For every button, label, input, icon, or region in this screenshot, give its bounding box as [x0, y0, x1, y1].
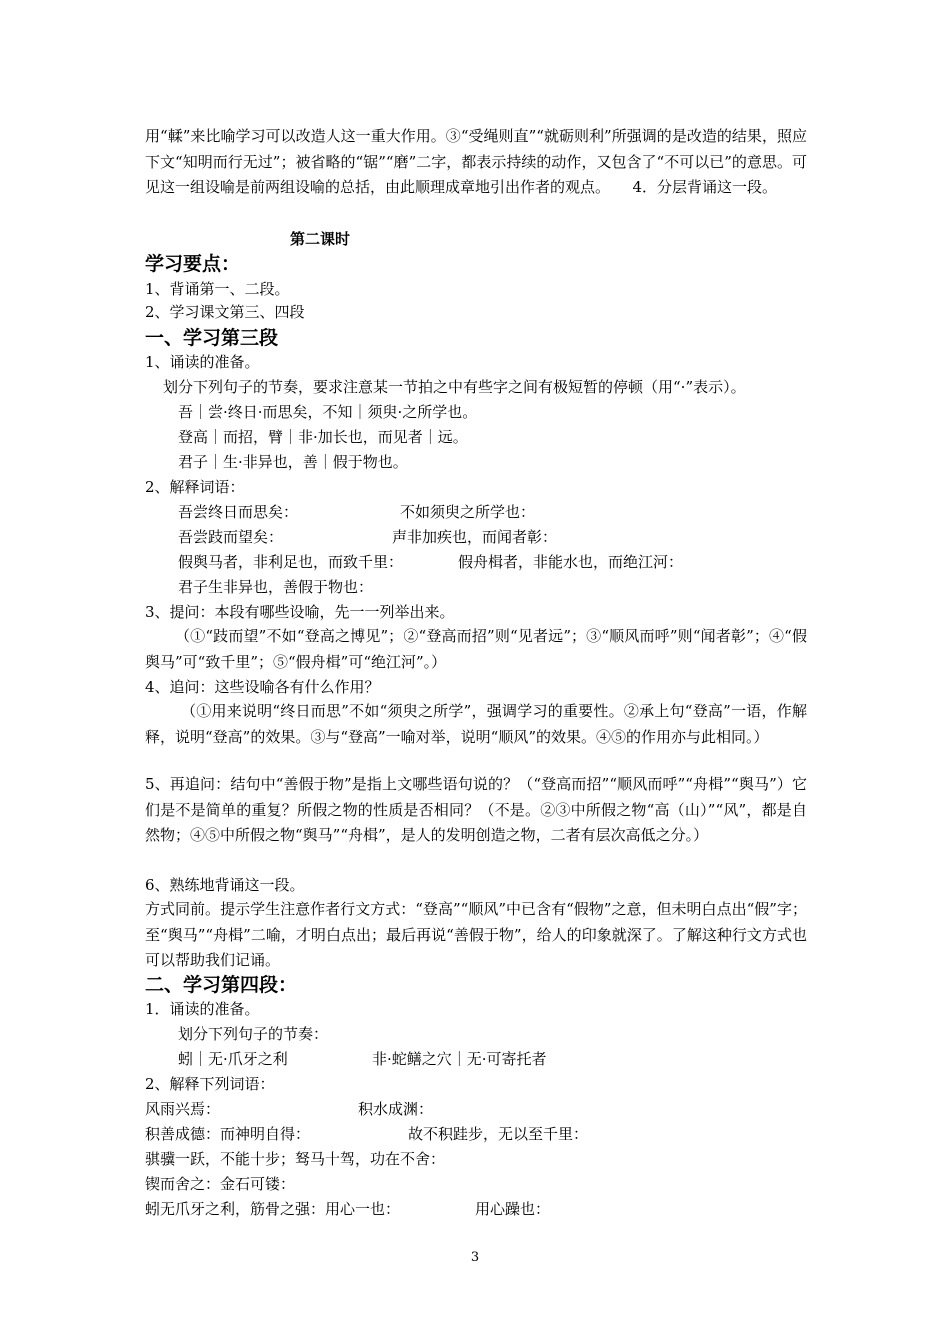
vocab-item: 骐骥一跃，不能十步；驽马十驾，功在不舍：: [145, 1150, 446, 1168]
vocab-item: 假舆马者，非利足也，而致千里：: [178, 553, 404, 571]
key-point-item: 1、背诵第一、二段。: [145, 280, 290, 298]
section3-s3-answer: （①“跂而望”不如“登高之博见”；②“登高而招”则“见者远”；③“顺风而呼”则“闻者彰”；④“假舆马”可“致千里”；⑤“假舟楫”可“绝江河”。）: [145, 627, 807, 671]
intro-paragraph: 用“輮”来比喻学习可以改造人这一重大作用。③“受绳则直”“就砺则利”所强调的是改造的结果，照应下文“知明而行无过”；被省略的“锯”“磨”二字，都表示持续的动作，又包含了“不可以已”的意思。可见这一组设喻是前两组设喻的总括，由此顺理成章地引出作者的观点。 4．分层背诵这一段。: [145, 127, 807, 196]
vocab-item: 声非加疾也，而闻者彰：: [392, 528, 558, 546]
rhythm-line: 登高｜而招，臂｜非·加长也，而见者｜远。: [178, 428, 468, 446]
vocab-item: 假舟楫者，非能水也，而绝江河：: [458, 553, 684, 571]
section4-s1-title: 1．诵读的准备。: [145, 1000, 260, 1018]
vocab-item: 不如须臾之所学也：: [400, 503, 536, 521]
section4-heading: 二、学习第四段：: [145, 974, 298, 996]
section3-s4-title: 4、追问：这些设喻各有什么作用？: [145, 678, 380, 696]
section3-heading: 一、学习第三段: [145, 327, 279, 349]
section3-s5-text: 5、再追问：结句中“善假于物”是指上文哪些语句说的？（“登高而招”“顺风而呼”“舟楫”“舆马”）它们是不是简单的重复？所假之物的性质是否相同？（不是。②③中所假之物“高（山）”“风”，都是自然物；④⑤中所假之物“舆马”“舟楫”，是人的发明创造之物，二者有层次高低之分。）: [145, 775, 807, 844]
vocab-item: 吾尝跂而望矣：: [178, 528, 284, 546]
page-number: 3: [470, 1250, 480, 1265]
section3-s1-title: 1、诵读的准备。: [145, 353, 260, 371]
vocab-item: 风雨兴焉：: [145, 1100, 221, 1118]
section3-s2-title: 2、解释词语：: [145, 478, 245, 496]
section3-s3-title: 3、提问：本段有哪些设喻，先一一列举出来。: [145, 603, 455, 621]
key-point-item: 2、学习课文第三、四段: [145, 303, 305, 321]
section3-s4-answer: （①用来说明“终日而思”不如“须臾之所学”，强调学习的重要性。②承上句“登高”一语，作解释，说明“登高”的效果。③与“登高”一喻对举，说明“顺风”的效果。④⑤的作用亦与此相同。）: [145, 702, 807, 746]
rhythm-line: 吾｜尝·终日·而思矣，不知｜须臾·之所学也。: [178, 403, 478, 421]
vocab-item: 积水成渊：: [358, 1100, 434, 1118]
key-points-heading: 学习要点：: [145, 253, 241, 275]
rhythm-line: 非·蛇鳝之穴｜无·可寄托者: [372, 1050, 547, 1068]
vocab-item: 蚓无爪牙之利，筋骨之强：用心一也：: [145, 1200, 401, 1218]
lesson-title: 第二课时: [290, 230, 351, 248]
section3-s1-instruction: 划分下列句子的节奏，要求注意某一节拍之中有些字之间有极短暂的停顿（用“·”表示）。: [163, 378, 746, 396]
vocab-item: 积善成德：而神明自得：: [145, 1125, 311, 1143]
section4-s2-title: 2、解释下列词语：: [145, 1075, 275, 1093]
vocab-item: 故不积跬步，无以至千里：: [408, 1125, 589, 1143]
rhythm-line: 君子｜生·非异也，善｜假于物也。: [178, 453, 408, 471]
rhythm-line: 蚓｜无·爪牙之利: [178, 1050, 288, 1068]
section4-s1-instruction: 划分下列句子的节奏：: [178, 1025, 329, 1043]
vocab-item: 用心躁也：: [475, 1200, 551, 1218]
vocab-item: 吾尝终日而思矣：: [178, 503, 299, 521]
section3-s6-title: 6、熟练地背诵这一段。: [145, 876, 305, 894]
vocab-item: 君子生非异也，善假于物也：: [178, 578, 374, 596]
section3-s6-text: 方式同前。提示学生注意作者行文方式：“登高”“顺风”中已含有“假物”之意，但未明白点出“假”字；至“舆马”“舟楫”二喻，才明白点出；最后再说“善假于物”，给人的印象就深了。了解这种行文方式也可以帮助我们记诵。: [145, 900, 807, 969]
vocab-item: 锲而舍之：金石可镂：: [145, 1175, 296, 1193]
